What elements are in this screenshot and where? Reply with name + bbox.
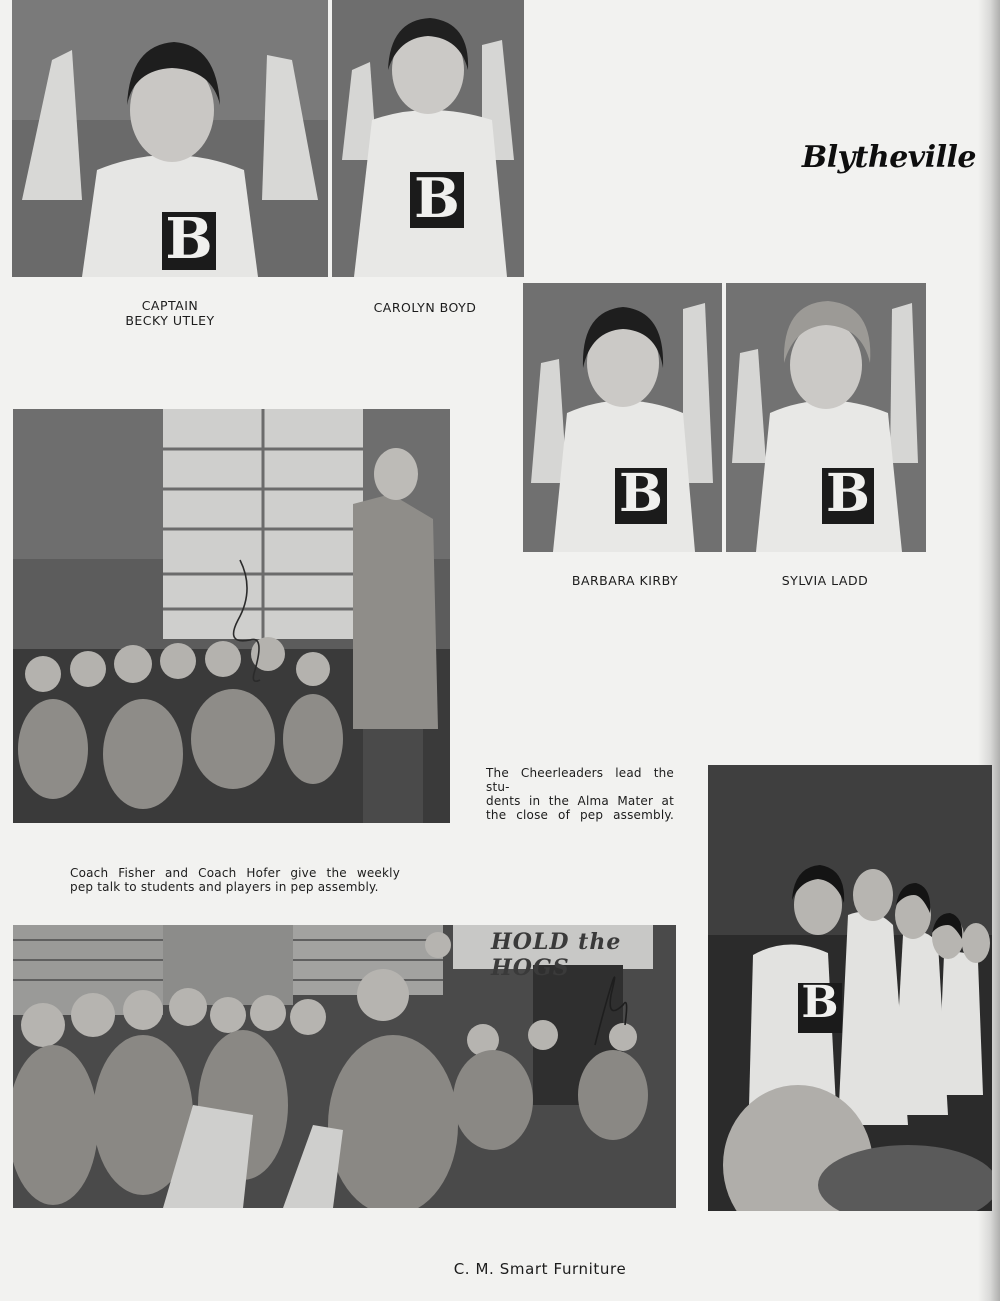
caption-barbara-kirby (550, 573, 700, 588)
coach-caption (70, 866, 400, 894)
caption-line: BECKY UTLEY (125, 313, 215, 328)
caption-line: BARBARA KIRBY (571, 573, 679, 588)
portrait-photo-carolyn-boyd (332, 0, 524, 277)
portrait-photo-sylvia-ladd (726, 283, 926, 552)
sweater-letter: B (826, 463, 870, 524)
portrait-photo-becky-utley (12, 0, 328, 277)
caption-line: the close of pep assembly. (486, 808, 674, 822)
sweater-letter: B (619, 463, 663, 524)
caption-line: dents in the Alma Mater at (486, 794, 674, 808)
sweater-letter: B (801, 977, 839, 1028)
portrait-photo-barbara-kirby (523, 283, 722, 552)
caption-carolyn-boyd (350, 300, 500, 315)
page-title: Blytheville (801, 140, 976, 175)
caption-line: CAPTAIN (141, 298, 199, 313)
caption-sylvia-ladd (755, 573, 895, 588)
cheerleaders-caption (486, 766, 674, 822)
sweater-letter: B (414, 166, 460, 230)
cheerleaders-alma-mater-photo (708, 765, 992, 1211)
caption-line: CAROLYN BOYD (373, 300, 477, 315)
caption-becky-utley (100, 298, 240, 328)
caption-line: SYLVIA LADD (781, 573, 869, 588)
sweater-letter: B (165, 206, 213, 272)
page-footer: C. M. Smart Furniture (453, 1260, 627, 1278)
hold-the-hogs-banner: HOLD the HOGS (491, 929, 622, 981)
caption-line: The Cheerleaders lead the stu- (486, 766, 674, 794)
caption-line: Coach Fisher and Coach Hofer give the weekly (70, 866, 400, 880)
coach-pep-talk-photo (13, 409, 450, 823)
caption-line: pep talk to students and players in pep assembly. (70, 880, 379, 894)
pep-assembly-crowd-photo (13, 925, 676, 1208)
